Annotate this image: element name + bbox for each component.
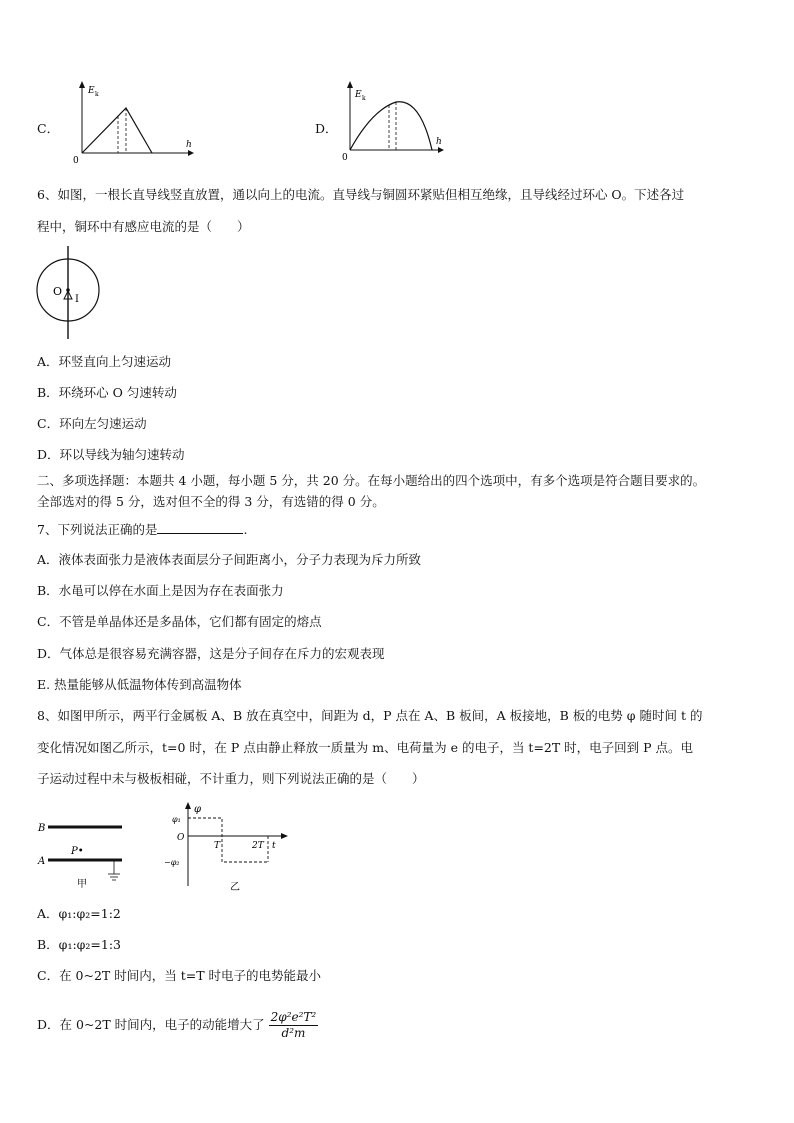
- q8-option-d-fraction: [269, 1010, 319, 1041]
- q8-stem-line1: 8、如图甲所示，两平行金属板 A、B 放在真空中，间距为 d，P 点在 A、B 板间，A 板接地，B 板的电势 φ 随时间 t 的: [37, 708, 703, 723]
- q7-option-d: D．气体总是很容易充满容器，这是分子间存在斥力的宏观表现: [37, 646, 385, 661]
- q7-answer-blank: [157, 521, 243, 534]
- option-d-label: D．: [315, 121, 338, 136]
- q6-center-label: O: [53, 285, 63, 298]
- q6-current-label: I: [75, 294, 79, 305]
- d-axis-x-label: h: [436, 137, 442, 147]
- q8-option-c: C．在 0~2T 时间内，当 t=T 时电子的电势能最小: [37, 968, 322, 983]
- q6-option-b: B．环绕环心 O 匀速转动: [37, 385, 177, 400]
- section2-line1: 二、多项选择题：本题共 4 小题，每小题 5 分，共 20 分。在每小题给出的四个选项中，有多个选项是符合题目要求的。: [37, 473, 706, 488]
- c-axis-x-label: h: [186, 140, 192, 150]
- q8-stem-line2: 变化情况如图乙所示，t=0 时，在 P 点由静止释放一质量为 m、电荷量为 e 的电子，当 t=2T 时，电子回到 P 点。电: [37, 740, 694, 755]
- d-axis-y-sub: k: [362, 95, 366, 102]
- yi-2t-mark: 2T: [252, 841, 264, 851]
- d-axis-y-label: E: [355, 90, 362, 100]
- c-origin-label: 0: [73, 156, 79, 166]
- q8-option-d-text: D．在 0~2T 时间内，电子的动能增大了: [37, 1017, 265, 1032]
- q8-option-a: A．φ₁:φ₂=1:2: [37, 906, 121, 921]
- c-axis-y-sub: k: [95, 91, 99, 98]
- q6-stem-line2: 程中，铜环中有感应电流的是（ ）: [37, 219, 250, 234]
- yi-t-axis-label: t: [272, 841, 276, 851]
- fraction-numerator: 2φ²e²T²: [270, 1010, 317, 1024]
- q8-stem-line3: 子运动过程中未与极板相碰，不计重力，则下列说法正确的是（ ）: [37, 771, 425, 786]
- option-d-graph: [336, 80, 466, 166]
- q7-option-b: B．水黾可以停在水面上是因为存在表面张力: [37, 583, 284, 598]
- option-c-label: C．: [37, 121, 60, 136]
- fraction-denominator: d²m: [281, 1026, 306, 1040]
- point-p-label: P•: [71, 846, 84, 857]
- q8-option-b: B．φ₁:φ₂=1:3: [37, 937, 122, 952]
- q6-ring-figure: [34, 242, 106, 342]
- figure-yi-caption: 乙: [230, 882, 240, 893]
- q7-option-c: C．不管是单晶体还是多晶体，它们都有固定的熔点: [37, 614, 322, 629]
- q7-stem: [37, 521, 247, 538]
- yi-origin-label: O: [177, 833, 185, 843]
- option-c-graph: [68, 80, 198, 166]
- q8-figure-jia: [34, 812, 134, 894]
- section2-line2: 全部选对的得 5 分，选对但不全的得 3 分，有选错的得 0 分。: [37, 494, 385, 509]
- q7-option-e: E. 热量能够从低温物体传到高温物体: [37, 677, 242, 692]
- q7-stem-end: .: [243, 522, 248, 537]
- q7-stem-text: 7、下列说法正确的是: [37, 522, 158, 537]
- plate-b-label: B: [38, 823, 46, 834]
- yi-phi1-label: φ₁: [172, 815, 181, 824]
- q7-option-a: A．液体表面张力是液体表面层分子间距离小，分子力表现为斥力所致: [37, 552, 422, 567]
- q6-option-a: A．环竖直向上匀速运动: [37, 354, 172, 369]
- yi-phi-axis-label: φ: [194, 804, 202, 815]
- c-axis-y-label: E: [88, 86, 95, 96]
- q8-figure-yi: [160, 800, 295, 896]
- q6-stem-line1: 6、如图，一根长直导线竖直放置，通以向上的电流。直导线与铜圆环紧贴但相互绝缘，且导线经过环心 O。下述各过: [37, 187, 685, 202]
- yi-neg-phi2-label: −φ₂: [164, 858, 180, 867]
- q8-option-d: [37, 1010, 318, 1041]
- d-origin-label: 0: [342, 153, 348, 163]
- q6-option-c: C．环向左匀速运动: [37, 416, 147, 431]
- q6-option-d: D．环以导线为轴匀速转动: [37, 447, 185, 462]
- plate-a-label: A: [38, 856, 46, 867]
- figure-jia-caption: 甲: [77, 879, 87, 890]
- yi-t-mark: T: [214, 841, 221, 851]
